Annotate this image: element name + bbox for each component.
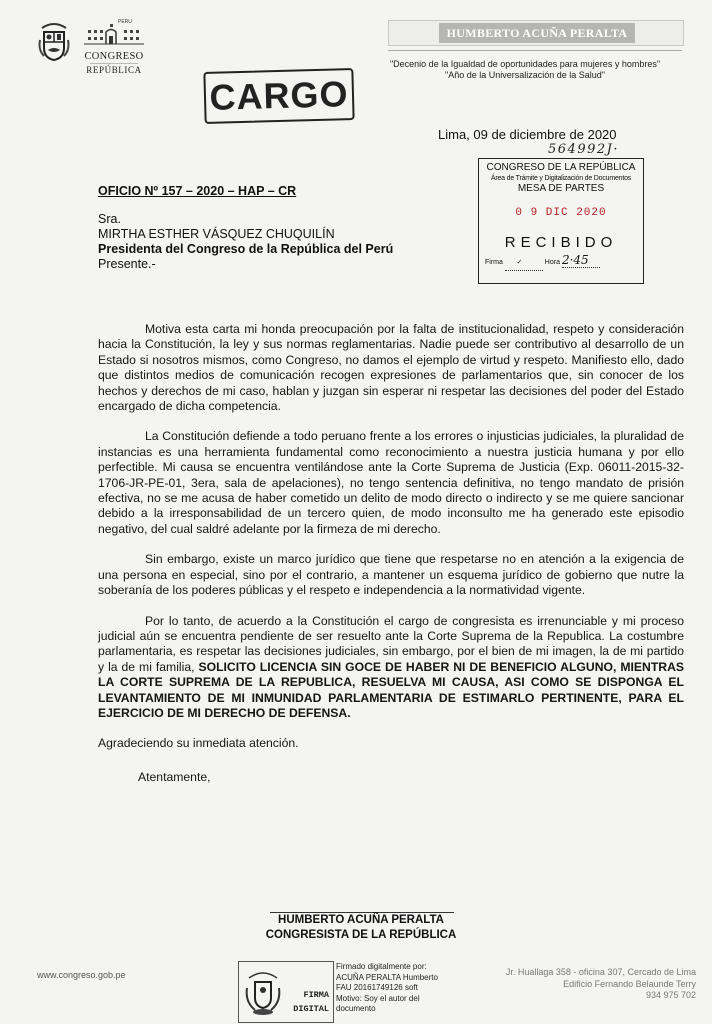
salutation: Sra. [98,212,121,226]
closing-thanks: Agradeciendo su inmediata atención. [98,736,299,751]
paragraph-3 [98,552,684,598]
name-banner [388,20,684,46]
presente: Presente.- [98,257,156,271]
signer-role: CONGRESISTA DE LA REPÚBLICA [265,929,457,941]
firma-label: Firma [485,259,503,266]
hora-label: Hora [544,259,560,266]
oficio-number: OFICIO Nº 157 – 2020 – HAP – CR [98,184,297,198]
date-line: Lima, 09 de diciembre de 2020 [438,127,617,142]
firma-label-2: DIGITAL [293,1004,329,1014]
congress-building-icon [84,16,144,46]
signature-info-line: Firmado digitalmente por: [336,962,427,971]
paragraph-3-text: Sin embargo, existe un marco jurídico que tiene que respetarse no en atención a la exigencia de una persona en especial, sino por el contrario, a mantener un esquema jurídico de gobierno que nutre la soberanía de los poderes públicas y el respeto e independencia a la normatividad vigente. [98,552,684,598]
paragraph-4 [98,614,684,722]
paragraph-1-text: Motiva esta carta mi honda preocupación por la falta de institucionalidad, respeto y consideración hacia la Constitución, la ley y sus normas reglamentarias. Nadie puede ser contributivo al desarrollo de un Estado si nosotros mismos, como Congreso, no damos el ejemplo de virtud y respeto. Manifiesto ello, dado que distintos medios de comunicación recogen expresiones de parlamentarios que, sin conocer de los hechos y derechos de mi caso, hablan y juzgan sin esperar ni respetar las decisiones del poder del Estado encargado de dicha competencia. [98,322,684,414]
banner-divider [388,50,682,51]
logo-text-peru: PERU [118,19,132,25]
paragraph-1 [98,322,684,414]
phone-number: 934 975 702 [645,990,696,1000]
signature-info-line: Motivo: Soy el autor del [336,993,420,1003]
closing-regards: Atentamente, [138,769,211,784]
logo-text-congreso: CONGRESO [84,51,144,62]
reception-stamp [478,158,644,284]
cargo-stamp: CARGO [203,68,354,124]
signature-info-line: FAU 20161749126 soft [336,983,418,992]
peru-coat-of-arms-icon [38,20,70,64]
stamp-status: RECIBIDO [504,234,618,251]
recipient-block [98,212,468,272]
paragraph-2 [98,429,684,537]
stamp-office: MESA DE PARTES [517,183,605,194]
decenio-text: "Decenio de la Igualdad de oportunidades para mujeres y hombres" [389,59,661,69]
stamp-institution: CONGRESO DE LA REPÚBLICA [486,162,636,173]
stamp-area: Área de Trámite y Digitalización de Documentos [490,175,632,182]
peru-emblem-icon [243,968,283,1016]
website-link[interactable]: www.congreso.gob.pe [37,970,126,980]
signer-name: HUMBERTO ACUÑA PERALTA [278,914,444,926]
digital-signature-seal [238,961,334,1023]
hora-value: 2·45 [562,253,600,268]
address-line: Edificio Fernando Belaunde Terry [563,978,696,989]
handwritten-registration-number: 564992J· [548,142,619,157]
letter-body [98,322,684,785]
stamp-date: 0 9 DIC 2020 [515,207,607,219]
paragraph-4-request: SOLICITO LICENCIA SIN GOCE DE HABER NI DE BENEFICIO ALGUNO, MIENTRAS LA CORTE SUPREMA DE LA REPUBLICA, RESUELVA MI CAUSA, ASI COMO SE DISPONGA EL LEVANTAMIENTO DE MI INMUNIDAD PARLAMENTARIA DE ESTIMARLO PERTINENTE, PARA EL EJERCICIO DE MI DERECHO DE DEFENSA. [98,659,684,720]
banner-name-text: HUMBERTO ACUÑA PERALTA [439,23,635,43]
firma-label-1: FIRMA [303,990,329,1000]
recipient-title: Presidenta del Congreso de la República del Perú [98,242,394,256]
firma-scribble-icon: ✓ [505,256,543,271]
year-mottos [360,59,690,81]
address-line: Jr. Huallaga 358 - oficina 307, Cercado de Lima [505,967,696,977]
office-address [470,967,696,1002]
digital-signature-info [336,962,464,1015]
logo-text-republica: REPÚBLICA [86,65,142,75]
recipient-name: MIRTHA ESTHER VÁSQUEZ CHUQUILÍN [98,227,335,241]
signature-info-line: ACUÑA PERALTA Humberto [336,972,438,982]
signature-info-line: documento [336,1004,376,1013]
anio-text: "Año de la Universalización de la Salud" [445,70,605,80]
stamp-signature-row [479,253,643,271]
paragraph-2-text: La Constitución defiende a todo peruano frente a los errores o injusticias judiciales, la pluralidad de instancias es una herramienta fundamental como reconocimiento a nuestra justicia humana y por ello perfectible. Mi causa se encuentra ventilándose ante la Corte Suprema de Justicia (Exp. 06011-2015-32-1706-JR-PE-01, 3era, sala de apelaciones), no tengo sentencia definitiva, no tengo mandato de prisión efectiva, no se me acusa de haber cometido un delito de modo directo o indirecto y se me quiere sancionar debido a la irresponsabilidad de un tercero quien, de modo inconsulto me ha generado este episodio negativo, del cual saldré adelante por la firmeza de mi derecho. [98,429,684,536]
congreso-logo [84,16,144,74]
paragraph-4-text: Por lo tanto, de acuerdo a la Constitución el cargo de congresista es irrenunciable y mi proceso judicial aún se encuentra pendiente de ser resuelto ante la Corte Suprema de la Republica. La costumbre parlamentaria, es respetar las decisiones judiciales, sin embargo, por el bien de mi imagen, la de mi partido y la de mi familia, [98,613,684,674]
logo-divider [90,63,138,64]
